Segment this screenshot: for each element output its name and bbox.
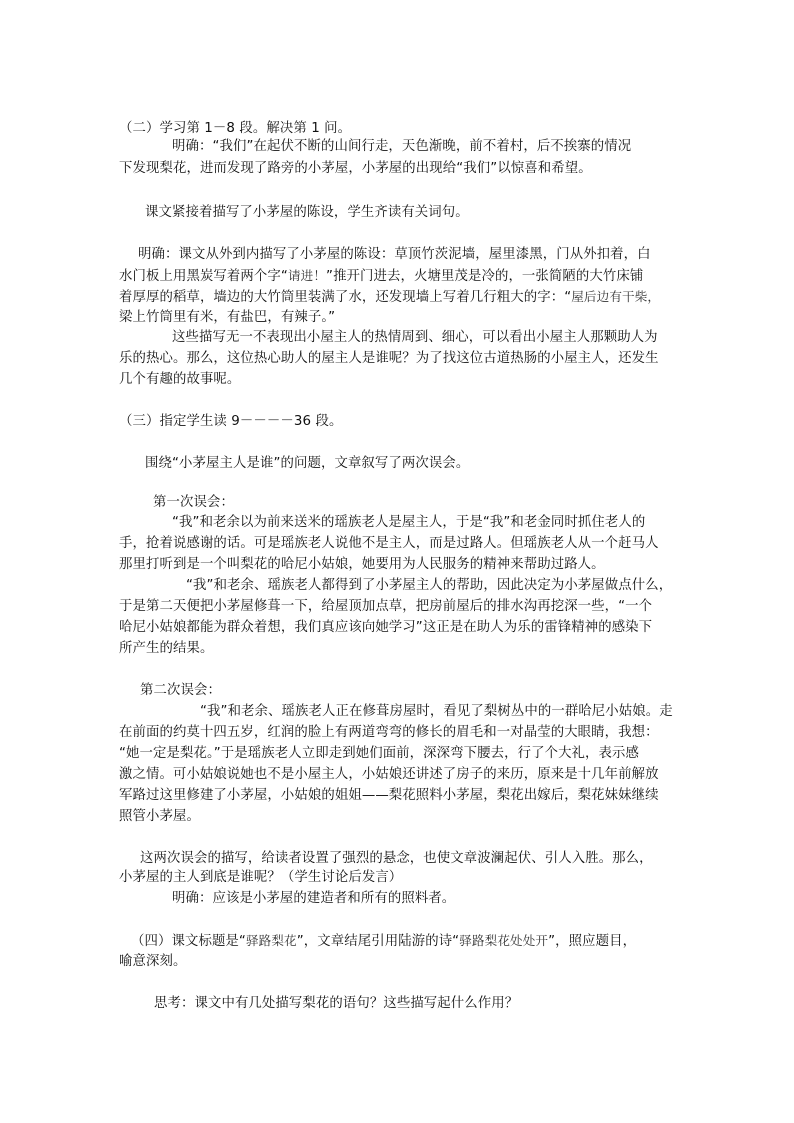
second-misunderstanding-label: 第二次误会： — [140, 683, 221, 698]
first-misunderstanding-line-5: 于是第二天便把小茅屋修葺一下，给屋顶加点草，把房前屋后的排水沟再挖深一些，“一个 — [119, 599, 653, 614]
section-4-part-1: （四）课文标题是“ — [131, 934, 246, 949]
section-3-intro: 围绕“小茅屋主人是谁”的问题，文章叙写了两次误会。 — [145, 456, 470, 471]
second-misunderstanding-line-6: 照管小茅屋。 — [119, 809, 200, 824]
conclusion-line-1: 这两次误会的描写，给读者设置了强烈的悬念，也使文章波澜起伏、引人入胜。那么， — [140, 851, 653, 866]
second-misunderstanding-line-3: “她一定是梨花。”于是瑶族老人立即走到她们面前，深深弯下腰去，行了个大礼，表示感 — [119, 746, 640, 761]
section-4-part-3: ”，照应题目， — [548, 934, 637, 949]
first-misunderstanding-line-2: 手，抢着说感谢的话。可是瑶族老人说他不是主人，而是过路人。但瑶族老人从一个赶马人 — [119, 536, 659, 551]
first-misunderstanding-line-4: “我”和老余、瑶族老人都得到了小茅屋主人的帮助，因此决定为小茅屋做点什么， — [186, 578, 673, 593]
section-4-line-1 — [131, 931, 636, 952]
wall-inscription-part-1: 屋后边有干柴， — [571, 289, 661, 304]
description-line-2-part-1: 水门板上用黑炭写着两个字“ — [119, 269, 288, 284]
section-2-answer-line-1: 明确：“我们”在起伏不断的山间行走，天色渐晚，前不着村，后不挨寨的情况 — [172, 139, 632, 154]
conclusion-line-2: 小茅屋的主人到底是谁呢？（学生讨论后发言） — [119, 870, 403, 885]
description-line-3-part-1: 着厚厚的稻草，墙边的大竹筒里装满了水，还发现墙上写着几行粗大的字：“ — [119, 290, 572, 305]
description-line-2-part-2: ”推开门进去，火塘里茂是冷的，一张简陋的大竹床铺 — [326, 269, 644, 284]
second-misunderstanding-line-4: 激之情。可小姑娘说她也不是小屋主人，小姑娘还讲述了房子的来历，原来是十几年前解放 — [119, 767, 659, 782]
section-2-follow-text: 课文紧接着描写了小茅屋的陈设，学生齐读有关词句。 — [145, 205, 469, 220]
conclusion-answer: 明确：应该是小茅屋的建造者和所有的照料者。 — [172, 891, 456, 906]
poem-reference: 驿路梨花处处开 — [459, 933, 549, 948]
first-misunderstanding-line-6: 哈尼小姑娘都能为群众着想，我们真应该向她学习”这正是在助人为乐的雷锋精神的感染下 — [119, 620, 653, 635]
section-2-heading: （二）学习第 1－8 段。解决第 1 问。 — [119, 121, 352, 136]
section-4-line-2: 喻意深刻。 — [119, 954, 187, 969]
section-3-heading: （三）指定学生读 9－－－－36 段。 — [119, 414, 343, 429]
description-line-1: 明确：课文从外到内描写了小茅屋的陈设：草顶竹茨泥墙，屋里漆黑，门从外扣着，白 — [138, 247, 651, 262]
thinking-question: 思考：课文中有几处描写梨花的语句？这些描写起什么作用？ — [154, 996, 519, 1011]
door-inscription: 请进！ — [287, 268, 327, 283]
second-misunderstanding-line-1: “我”和老余、瑶族老人正在修葺房屋时，看见了梨树丛中的一群哈尼小姑娘。走 — [200, 704, 673, 719]
description-line-3 — [119, 287, 660, 308]
first-misunderstanding-line-1: “我”和老余以为前来送米的瑶族老人是屋主人，于是“我”和老金同时抓住老人的 — [172, 515, 646, 530]
summary-line-2: 乐的热心。那么，这位热心助人的屋主人是谁呢？为了找这位古道热肠的小屋主人，还发生 — [119, 351, 659, 366]
section-2-answer-line-2: 下发现梨花，进而发现了路旁的小茅屋，小茅屋的出现给“我们”以惊喜和希望。 — [119, 161, 592, 176]
second-misunderstanding-line-2: 在前面的约莫十四五岁，红润的脸上有两道弯弯的修长的眉毛和一对晶莹的大眼睛，我想： — [119, 725, 659, 740]
first-misunderstanding-line-7: 所产生的结果。 — [119, 641, 214, 656]
section-4-part-2: ”，文章结尾引用陆游的诗“ — [296, 934, 460, 949]
second-misunderstanding-line-5: 军路过这里修建了小茅屋，小姑娘的姐姐——梨花照料小茅屋，梨花出嫁后，梨花妹妹继续 — [119, 788, 659, 803]
description-line-2 — [119, 266, 643, 287]
summary-line-1: 这些描写无一不表现出小屋主人的热情周到、细心，可以看出小屋主人那颗助人为 — [172, 330, 658, 345]
wall-inscription-close-quote: ” — [328, 310, 336, 325]
title-reference: 驿路梨花 — [245, 933, 297, 948]
description-line-4 — [119, 308, 335, 328]
first-misunderstanding-line-3: 那里打听到是一个叫梨花的哈尼小姑娘，她要用为人民服务的精神来帮助过路人。 — [119, 557, 605, 572]
wall-inscription-part-2: 梁上竹筒里有米，有盐巴，有辣子。 — [119, 310, 329, 325]
first-misunderstanding-label: 第一次误会： — [153, 495, 234, 510]
summary-line-3: 几个有趣的故事呢。 — [119, 372, 241, 387]
